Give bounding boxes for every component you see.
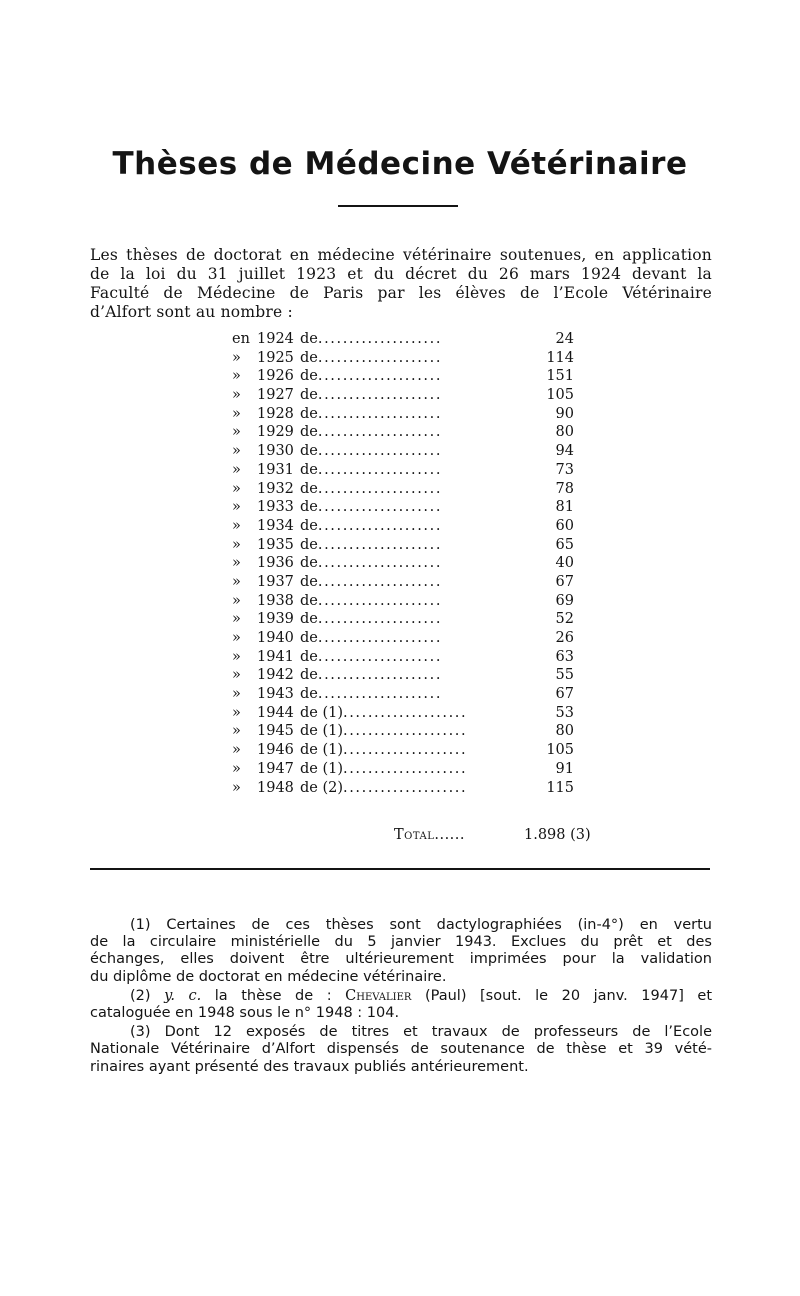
row-count: 53: [555, 704, 574, 721]
row-desc-text: de: [300, 555, 318, 572]
row-desc-text: de: [300, 387, 318, 404]
row-description: [300, 704, 496, 723]
row-prefix: »: [232, 686, 241, 703]
row-prefix: »: [232, 611, 241, 628]
leader-dots: ....................: [317, 443, 443, 460]
table-row: [232, 517, 582, 536]
row-prefix: »: [232, 630, 241, 646]
row-count: 26: [555, 630, 574, 646]
row-desc-text: de: [300, 424, 318, 441]
row-count: 63: [555, 648, 574, 665]
row-desc-text: de (1): [300, 760, 344, 777]
table-row: [232, 741, 582, 760]
row-year: 1926: [257, 368, 294, 385]
table-row: [232, 629, 582, 648]
row-description: [300, 349, 496, 368]
footnote-abbrev: y. c.: [164, 987, 202, 1004]
row-year: 1934: [257, 517, 294, 534]
row-year: 1935: [257, 536, 294, 553]
row-description: [300, 554, 496, 573]
leader-dots: ....................: [317, 480, 443, 497]
row-year: 1943: [257, 686, 294, 703]
footnote-line: (3) Dont 12 exposés de titres et travaux de professeurs de l’Ecole: [130, 1024, 712, 1041]
table-row: [232, 498, 582, 517]
row-prefix: »: [232, 760, 241, 777]
row-desc-text: de: [300, 499, 318, 516]
thesis-count-table: [232, 330, 582, 797]
row-desc-text: de: [300, 517, 318, 534]
row-prefix: »: [232, 742, 241, 759]
table-row: [232, 610, 582, 629]
row-count: 67: [555, 573, 574, 590]
row-year: 1947: [257, 760, 294, 777]
leader-dots: ....................: [343, 760, 468, 777]
leader-dots: ....................: [317, 573, 443, 590]
leader-dots: ....................: [317, 667, 443, 684]
footnote-1: [90, 917, 712, 986]
row-desc-text: de: [300, 630, 318, 646]
intro-line: Faculté de Médecine de Paris par les élèves de l’Ecole Vétérinaire: [90, 284, 712, 302]
row-description: [300, 536, 496, 555]
row-count: 40: [555, 555, 574, 572]
row-prefix: »: [232, 723, 241, 740]
leader-dots: ....................: [317, 424, 443, 441]
row-desc-text: de (1): [300, 742, 344, 759]
page-title: Thèses de Médecine Vétérinaire: [112, 146, 688, 182]
row-desc-text: de: [300, 331, 318, 347]
leader-dots: ....................: [317, 461, 443, 478]
row-year: 1942: [257, 667, 294, 684]
row-prefix: »: [232, 648, 241, 665]
row-desc-text: de: [300, 573, 318, 590]
leader-dots: ....................: [317, 592, 443, 609]
row-year: 1933: [257, 499, 294, 516]
table-row: [232, 760, 582, 779]
row-count: 65: [555, 536, 574, 553]
row-prefix: »: [232, 387, 241, 404]
leader-dots: ....................: [317, 555, 443, 572]
row-count: 80: [555, 723, 574, 740]
row-desc-text: de: [300, 480, 318, 497]
leader-dots: ....................: [317, 611, 443, 628]
row-prefix: »: [232, 368, 241, 385]
row-year: 1936: [257, 555, 294, 572]
row-prefix: »: [232, 555, 241, 572]
row-prefix: »: [232, 443, 241, 460]
footnote-line: Nationale Vétérinaire d’Alfort dispensés de soutenance de thèse et 39 vété-: [90, 1041, 712, 1058]
intro-line: de la loi du 31 juillet 1923 et du décret du 26 mars 1924 devant la: [90, 265, 712, 283]
row-description: [300, 517, 496, 536]
table-row: [232, 554, 582, 573]
total-value: 1.898 (3): [524, 827, 591, 843]
row-prefix: »: [232, 480, 241, 497]
footnote-number: (2): [130, 987, 165, 1004]
row-count: 60: [555, 517, 574, 534]
row-count: 52: [555, 611, 574, 628]
row-desc-text: de: [300, 592, 318, 609]
row-description: [300, 330, 496, 349]
row-description: [300, 461, 496, 480]
leader-dots: ....................: [343, 704, 468, 721]
row-year: 1938: [257, 592, 294, 609]
row-prefix: »: [232, 461, 241, 478]
row-year: 1948: [257, 779, 294, 796]
table-row: [232, 386, 582, 405]
table-row: [232, 685, 582, 704]
leader-dots: ....................: [317, 499, 443, 516]
row-count: 94: [555, 443, 574, 460]
table-row: [232, 648, 582, 667]
row-count: 151: [546, 368, 574, 385]
leader-dots: ....................: [317, 517, 443, 534]
row-count: 81: [555, 499, 574, 516]
row-count: 24: [555, 331, 574, 347]
row-description: [300, 480, 496, 499]
row-year: 1940: [257, 630, 294, 646]
row-prefix: »: [232, 779, 241, 796]
row-description: [300, 423, 496, 442]
section-rule: [90, 868, 710, 870]
row-count: 115: [546, 779, 574, 796]
row-description: [300, 760, 496, 779]
footnote-2: [90, 988, 712, 1022]
footnote-text: (Paul) [sout. le 20 janv. 1947] et: [411, 987, 713, 1004]
row-year: 1937: [257, 573, 294, 590]
table-row: [232, 666, 582, 685]
row-year: 1927: [257, 387, 294, 404]
table-row: [232, 330, 582, 349]
leader-dots: ....................: [317, 368, 443, 385]
table-row: [232, 592, 582, 611]
row-description: [300, 386, 496, 405]
row-description: [300, 666, 496, 685]
row-count: 105: [546, 387, 574, 404]
leader-dots: ....................: [317, 648, 443, 665]
table-row: [232, 573, 582, 592]
table-row: [232, 349, 582, 368]
row-count: 73: [555, 461, 574, 478]
row-desc-text: de: [300, 686, 318, 703]
row-year: 1939: [257, 611, 294, 628]
row-count: 78: [555, 480, 574, 497]
row-desc-text: de: [300, 349, 318, 366]
row-desc-text: de: [300, 667, 318, 684]
row-desc-text: de: [300, 648, 318, 665]
table-row: [232, 722, 582, 741]
row-prefix: »: [232, 424, 241, 441]
row-count: 91: [555, 760, 574, 777]
row-prefix: »: [232, 573, 241, 590]
row-description: [300, 685, 496, 704]
footnote-line: (1) Certaines de ces thèses sont dactylographiées (in-4°) en vertu: [130, 917, 712, 933]
footnote-line: du diplôme de doctorat en médecine vétérinaire.: [90, 968, 447, 985]
leader-dots: ....................: [317, 630, 443, 646]
leader-dots: ....................: [317, 331, 443, 347]
row-description: [300, 610, 496, 629]
row-count: 55: [555, 667, 574, 684]
leader-dots: ....................: [317, 349, 443, 366]
row-prefix: »: [232, 499, 241, 516]
row-description: [300, 573, 496, 592]
footnote-line: échanges, elles doivent être ultérieurement imprimées pour la validation: [90, 951, 712, 968]
row-year: 1930: [257, 443, 294, 460]
row-description: [300, 498, 496, 517]
row-description: [300, 442, 496, 461]
row-desc-text: de: [300, 405, 318, 422]
row-description: [300, 405, 496, 424]
row-prefix: »: [232, 517, 241, 534]
row-desc-text: de: [300, 536, 318, 553]
row-prefix: »: [232, 536, 241, 553]
row-count: 80: [555, 424, 574, 441]
total-row: [232, 825, 612, 845]
row-description: [300, 741, 496, 760]
row-year: 1931: [257, 461, 294, 478]
leader-dots: ....................: [343, 742, 468, 759]
row-count: 114: [546, 349, 574, 366]
table-row: [232, 779, 582, 798]
footnote-line: cataloguée en 1948 sous le n° 1948 : 104.: [90, 1005, 400, 1022]
row-year: 1924: [257, 331, 294, 347]
row-count: 67: [555, 686, 574, 703]
intro-line: Les thèses de doctorat en médecine vétérinaire soutenues, en application: [90, 246, 712, 264]
row-year: 1944: [257, 704, 294, 721]
table-row: [232, 405, 582, 424]
row-count: 105: [546, 742, 574, 759]
row-count: 90: [555, 405, 574, 422]
footnote-text: la thèse de :: [201, 987, 346, 1004]
leader-dots: ....................: [343, 779, 468, 796]
row-description: [300, 722, 496, 741]
row-year: 1929: [257, 424, 294, 441]
row-prefix: »: [232, 405, 241, 422]
row-year: 1928: [257, 405, 294, 422]
row-desc-text: de (1): [300, 704, 344, 721]
row-description: [300, 779, 496, 798]
row-desc-text: de: [300, 368, 318, 385]
footnote-3: [90, 1024, 712, 1076]
table-row: [232, 480, 582, 499]
leader-dots: ....................: [317, 405, 443, 422]
footnote-line: de la circulaire ministérielle du 5 janvier 1943. Exclues du prêt et des: [90, 934, 712, 951]
footnotes: [90, 917, 712, 1078]
row-year: 1932: [257, 480, 294, 497]
author-name: Chevalier: [345, 987, 412, 1004]
row-description: [300, 629, 496, 648]
row-desc-text: de: [300, 443, 318, 460]
row-year: 1946: [257, 742, 294, 759]
row-count: 69: [555, 592, 574, 609]
table-row: [232, 442, 582, 461]
row-description: [300, 367, 496, 386]
table-row: [232, 461, 582, 480]
leader-dots: ....................: [317, 387, 443, 404]
row-prefix: »: [232, 704, 241, 721]
row-year: 1925: [257, 349, 294, 366]
total-label: Total......: [394, 827, 466, 843]
leader-dots: ....................: [317, 536, 443, 553]
row-desc-text: de: [300, 461, 318, 478]
title-rule: [338, 205, 458, 207]
row-description: [300, 592, 496, 611]
table-row: [232, 704, 582, 723]
row-desc-text: de: [300, 611, 318, 628]
row-year: 1941: [257, 648, 294, 665]
row-description: [300, 648, 496, 667]
row-prefix: »: [232, 592, 241, 609]
table-row: [232, 367, 582, 386]
table-row: [232, 423, 582, 442]
row-prefix: »: [232, 349, 241, 366]
intro-line: d’Alfort sont au nombre :: [90, 303, 293, 321]
table-row: [232, 536, 582, 555]
footnote-line: rinaires ayant présenté des travaux publiés antérieurement.: [90, 1058, 529, 1075]
row-prefix: en: [232, 331, 250, 347]
row-desc-text: de (2): [300, 779, 344, 796]
row-desc-text: de (1): [300, 723, 344, 740]
footnote-line: [90, 988, 712, 1005]
leader-dots: ....................: [317, 686, 443, 703]
intro-paragraph: [90, 246, 712, 322]
row-year: 1945: [257, 723, 294, 740]
row-prefix: »: [232, 667, 241, 684]
leader-dots: ....................: [343, 723, 468, 740]
